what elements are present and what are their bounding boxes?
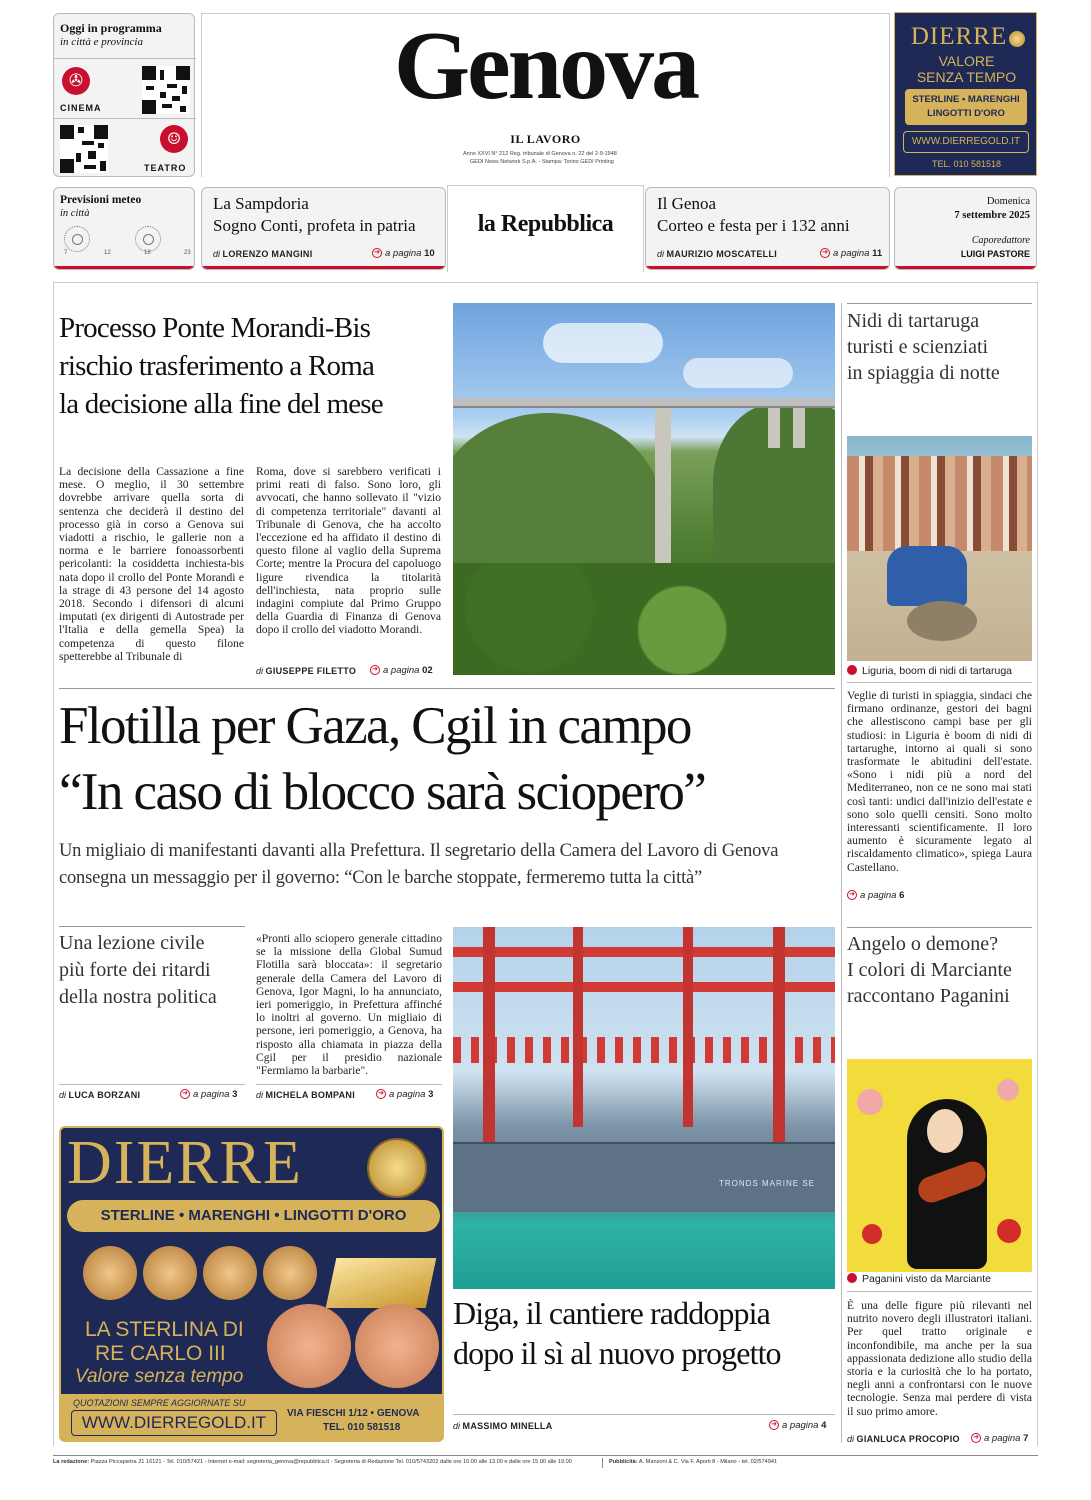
date-accent-bar xyxy=(895,266,1036,269)
footer-redazione: La redazione: Piazza Piccapietra 21 16121 - Tel. 010/57421 - Internet e-mail: segreteria_genova@repubblica.it - Segreteria di Redazione Tel. 010/5743202 dalle ore 10.00 alle 13.00 e dalle ore 15.00 alle 19.00 xyxy=(53,1459,572,1465)
tartaruga-headline-3: in spiaggia di notte xyxy=(847,362,1000,384)
arrow-right-icon: ➔ xyxy=(971,1433,981,1443)
meteo-title: Previsioni meteo xyxy=(60,194,142,206)
repubblica-logo: la Repubblica xyxy=(477,211,614,237)
bridge-photo xyxy=(453,303,835,675)
paganini-headline-1: Angelo o demone? xyxy=(847,933,999,955)
teatro-qr-code[interactable] xyxy=(60,125,108,173)
dierre-ad-line2: RE CARLO III xyxy=(95,1342,226,1365)
dierre-ad-line3: Valore senza tempo xyxy=(75,1366,244,1387)
sciopero-page-link[interactable]: ➔ a pagina 3 xyxy=(376,1089,433,1100)
flotilla-subhead-2: consegna un messaggio per il governo: “Con le barche stoppate, fermeremo tutta la città” xyxy=(59,868,703,888)
lezione-headline-3: della nostra politica xyxy=(59,986,217,1008)
meteo-hour: 7 xyxy=(64,250,68,256)
viaduct-pillar xyxy=(793,408,805,448)
paganini-caption-rule xyxy=(847,1291,1032,1292)
meteo-forecast xyxy=(62,226,192,262)
lezione-headline-2: più forte dei ritardi xyxy=(59,959,211,981)
gold-coin xyxy=(263,1246,317,1300)
programma-title: Oggi in programma xyxy=(60,21,162,35)
imprint-line-2: GEDI News Network S.p.A. - Stampa: Torino GEDI Printing xyxy=(470,159,614,165)
cinema-link[interactable] xyxy=(54,58,196,118)
dierre-ad-brand: DIERRE xyxy=(67,1129,303,1197)
cloud xyxy=(543,323,663,363)
tartaruga-article[interactable] xyxy=(847,303,1032,903)
lezione-byline-rule xyxy=(59,1084,245,1085)
arrow-right-icon: ➔ xyxy=(769,1420,779,1430)
date-full: 7 settembre 2025 xyxy=(954,210,1030,221)
gold-bars xyxy=(326,1258,437,1308)
meteo-subtitle: in città xyxy=(60,208,90,219)
ship-hull-text: TRONDS MARINE SE xyxy=(719,1179,816,1188)
paganini-top-rule xyxy=(847,927,1032,928)
paganini-headline-3: raccontano Paganini xyxy=(847,985,1010,1007)
header-ad-site[interactable]: WWW.DIERREGOLD.IT xyxy=(903,131,1029,153)
tartaruga-caption: Liguria, boom di nidi di tartaruga xyxy=(847,665,1012,677)
diga-byline: di MASSIMO MINELLA xyxy=(453,1421,553,1431)
dierre-ad[interactable] xyxy=(59,1126,444,1442)
column-divider xyxy=(841,303,842,1443)
footer-divider xyxy=(602,1458,603,1468)
diga-byline-rule xyxy=(453,1414,835,1415)
viaduct-pillar xyxy=(655,408,671,578)
dierre-ad-site[interactable]: WWW.DIERREGOLD.IT xyxy=(71,1410,277,1436)
arrow-right-icon: ➔ xyxy=(370,665,380,675)
flotilla-headline-2: “In caso di blocco sarà sciopero” xyxy=(59,763,706,821)
sampdoria-kicker: La Sampdoria xyxy=(213,194,309,213)
header-ad-line3: STERLINE • MARENGHI xyxy=(912,94,1020,105)
gold-coin xyxy=(83,1246,137,1300)
genoa-accent-bar xyxy=(646,266,889,269)
masthead-subtitle: IL LAVORO xyxy=(510,132,581,146)
header-ad-line1: VALORE xyxy=(938,53,995,69)
trees xyxy=(453,563,835,675)
devil xyxy=(997,1219,1021,1243)
imprint-line-1: Anno XXVI N° 212 Reg. tribunale di Genova n. 22 del 2-9-1948 xyxy=(463,151,617,157)
sand-hole xyxy=(907,601,977,641)
lezione-top-rule xyxy=(59,926,245,927)
genoa-title: Corteo e festa per i 132 anni xyxy=(657,216,850,235)
dierre-ad-line1: LA STERLINA DI xyxy=(85,1318,244,1341)
cherub xyxy=(857,1089,883,1115)
header-ad[interactable] xyxy=(894,12,1037,176)
lezione-article[interactable] xyxy=(59,930,245,1105)
dierre-ad-address: VIA FIESCHI 1/12 • GENOVA xyxy=(287,1408,420,1419)
lezione-page-link[interactable]: ➔ a pagina 3 xyxy=(180,1089,237,1100)
arrow-right-icon: ➔ xyxy=(376,1089,386,1099)
genoa-kicker: Il Genoa xyxy=(657,194,717,213)
sampdoria-title: Sogno Conti, profeta in patria xyxy=(213,216,416,235)
header-ad-tel: TEL. 010 581518 xyxy=(931,159,1002,169)
tartaruga-caption-rule xyxy=(847,682,1032,683)
arrow-right-icon: ➔ xyxy=(820,248,830,258)
meteo-hour: 23 xyxy=(184,250,191,256)
sampdoria-accent-bar xyxy=(202,266,445,269)
people-crowd xyxy=(847,456,1032,551)
footer-rule xyxy=(53,1455,1038,1456)
flotilla-article[interactable] xyxy=(59,692,835,902)
paganini-article[interactable] xyxy=(847,927,1032,1442)
sun-icon xyxy=(135,226,161,252)
viaduct-deck xyxy=(453,398,835,408)
masthead-title: Genova xyxy=(393,12,698,120)
sciopero-byline: di MICHELA BOMPANI xyxy=(256,1090,356,1100)
diga-headline-1: Diga, il cantiere raddoppia xyxy=(453,1295,770,1331)
genoa-byline: di MAURIZIO MOSCATELLI xyxy=(657,249,778,259)
turtle-nest-photo xyxy=(847,436,1032,661)
diga-article[interactable] xyxy=(453,1295,835,1440)
date-box xyxy=(894,187,1037,270)
genoa-teaser[interactable] xyxy=(645,187,890,270)
sampdoria-page-link[interactable]: ➔ a pagina 10 xyxy=(372,248,435,259)
tartaruga-headline-1: Nidi di tartaruga xyxy=(847,310,980,332)
tartaruga-top-rule xyxy=(847,303,1032,304)
cloud xyxy=(683,358,793,388)
sciopero-article[interactable] xyxy=(256,930,442,1105)
crane-tower xyxy=(573,927,583,1127)
paganini-page-link[interactable]: ➔ a pagina 7 xyxy=(971,1433,1028,1444)
person-kneeling xyxy=(887,546,967,606)
header-ad-line2: SENZA TEMPO xyxy=(916,69,1017,85)
tartaruga-headline-2: turisti e scienziati xyxy=(847,336,989,358)
meteo-hour: 12 xyxy=(104,250,111,256)
repubblica-logo-box xyxy=(447,185,644,272)
sampdoria-teaser[interactable] xyxy=(201,187,446,270)
camera-icon xyxy=(847,665,857,675)
morandi-headline-1: Processo Ponte Morandi-Bis xyxy=(59,312,371,344)
arrow-right-icon: ➔ xyxy=(847,890,857,900)
gold-coin-icon xyxy=(367,1138,427,1198)
paganini-illustration xyxy=(847,1059,1032,1272)
tartaruga-body: Veglie di turisti in spiaggia, sindaci che firmano ordinanze, gestori dei bagni che allestiscono campi base per gli studiosi: in Liguria è boom di nidi di tartarughe, intorno ai quali si sono trasformate le abitudini dell'estate. «Sono i nidi più a nord del Mediterraneo, non ce ne sono mai stati così tanti: undici dall'inizio dell'estate e sono solo quelli censiti. Sono molto interessanti scientificamente. Il loro aumento è sicuramente legato al riscaldamento climatico», spiega Laura Castellano. xyxy=(847,689,1032,874)
theatre-masks-icon: ☺ xyxy=(160,125,188,153)
king-coin xyxy=(267,1304,351,1388)
diga-page-link[interactable]: ➔ a pagina 4 xyxy=(769,1420,826,1431)
arrow-right-icon: ➔ xyxy=(372,248,382,258)
crane-tower xyxy=(483,927,495,1177)
meteo-box[interactable] xyxy=(53,187,195,270)
barge-hull xyxy=(453,1142,835,1212)
paganini-caption: Paganini visto da Marciante xyxy=(847,1273,991,1285)
editor-name: LUIGI PASTORE xyxy=(960,249,1030,259)
dam-construction-photo xyxy=(453,927,835,1289)
crane-tower xyxy=(683,927,693,1127)
sciopero-body: «Pronti allo sciopero generale cittadino se la missione della Global Sumud Flotilla sarà bloccata»: il segretario generale della Camera del Lavoro di Genova, Igor Magni, lo ha annunciato, ieri pomeriggio, in Prefettura affinché lo inoltri al governo. Un migliaio di persone, ieri pomeriggio, a Genova, ha risposto alla chiamata in piazza della Cgil per il presidio nazionale "Fermiamo la barbarie". xyxy=(256,932,442,1078)
dierre-ad-quot: QUOTAZIONI SEMPRE AGGIORNATE SU xyxy=(73,1398,246,1408)
dierre-ad-band: STERLINE • MARENGHI • LINGOTTI D'ORO xyxy=(100,1207,407,1224)
header-ad-brand: DIERRE xyxy=(910,23,1008,50)
date-day: Domenica xyxy=(986,196,1030,207)
gold-coin-icon xyxy=(1009,31,1025,47)
dierre-ad-tel: TEL. 010 581518 xyxy=(323,1422,401,1433)
gold-coin xyxy=(143,1246,197,1300)
programma-subtitle: in città e provincia xyxy=(60,36,143,48)
footer-pubblicita: Pubblicità: A. Manzoni & C. Via F. Aporti 8 - Milano - tel. 02/574941 xyxy=(609,1459,778,1465)
morandi-article[interactable] xyxy=(59,310,444,680)
gold-coin xyxy=(203,1246,257,1300)
king-coin xyxy=(355,1304,439,1388)
paganini-byline: di GIANLUCA PROCOPIO xyxy=(847,1434,960,1444)
violinist-face xyxy=(927,1109,963,1153)
genoa-page-link[interactable]: ➔ a pagina 11 xyxy=(820,248,882,259)
teatro-link[interactable] xyxy=(54,118,196,178)
viaduct-pillar xyxy=(768,408,780,448)
cherub xyxy=(997,1079,1019,1101)
paganini-body: È una delle figure più rilevanti nel nutrito novero degli illustratori italiani. Per quel tratto originale e inconfondibile, ma anche per la sua appassionata dedizione allo studio della storia e la curiosità che lo ha portato, negli anni a confrontarsi con le nuove tecnologie. Senza mai perdere di vista il suo primo amore. xyxy=(847,1299,1032,1418)
morandi-page-link[interactable]: ➔ a pagina 02 xyxy=(370,665,433,676)
sampdoria-byline: di LORENZO MANGINI xyxy=(213,249,313,259)
flotilla-subhead-1: Un migliaio di manifestanti davanti alla Prefettura. Il segretario della Camera del Lavoro di Genova xyxy=(59,841,779,861)
devil xyxy=(862,1224,882,1244)
flotilla-top-rule xyxy=(59,688,835,689)
tartaruga-page-link[interactable]: ➔ a pagina 6 xyxy=(847,890,904,901)
morandi-body-col2: Roma, dove si sarebbero verificati i primi reati di falso. Sono loro, gli avvocati, che hanno sollevato il "vizio di competenza territoriale" davanti al Tribunale di Genova, che ha accolto l'eccezione ed ha affidato il destino di questo filone al vaglio della Suprema Corte; mentre la Procura del capoluogo ligure rivendica la titolarità dell'inchiesta, nata proprio sulle indagini compiute dal Primo Gruppo della Guardia di Finanza di Genova dopo il crollo del viadotto Morandi. xyxy=(256,465,441,637)
teatro-label: TEATRO xyxy=(144,163,187,173)
meteo-hour: 18 xyxy=(144,250,151,256)
morandi-headline-2: rischio trasferimento a Roma xyxy=(59,350,375,382)
film-reel-icon: ✇ xyxy=(62,67,90,95)
editor-role: Caporedattore xyxy=(971,235,1030,246)
sun-icon xyxy=(64,226,90,252)
sciopero-byline-rule xyxy=(256,1084,442,1085)
programma-box xyxy=(53,13,195,177)
paganini-headline-2: I colori di Marciante xyxy=(847,959,1012,981)
meteo-accent-bar xyxy=(54,266,194,269)
header-ad-line4: LINGOTTI D'ORO xyxy=(927,108,1005,119)
lezione-byline: di LUCA BORZANI xyxy=(59,1090,141,1100)
arrow-right-icon: ➔ xyxy=(180,1089,190,1099)
flotilla-headline-1: Flotilla per Gaza, Cgil in campo xyxy=(59,697,691,755)
morandi-headline-3: la decisione alla fine del mese xyxy=(59,388,383,420)
lezione-headline-1: Una lezione civile xyxy=(59,932,205,954)
crane-tower xyxy=(773,927,785,1177)
morandi-body-col1: La decisione della Cassazione a fine mese. O meglio, il 30 settembre dovrebbe arrivare quella sorta di sentenza che deciderà il destino del processo già in corso a Genova sui viadotti a rischio, le gallerie non a norma e le barriere fonoassorbenti pericolanti: la cosiddetta inchiesta-bis nata dopo il crollo del Ponte Morandi e la strage di 43 persone del 14 agosto 2018. Secondo i difensori di alcuni imputati (ex dirigenti di Autostrade per l'Italia e della gemella Spea) la competenza di questo filone spetterebbe al Tribunale di xyxy=(59,465,244,663)
cinema-label: CINEMA xyxy=(60,103,102,113)
cinema-qr-code[interactable] xyxy=(142,66,190,114)
camera-icon xyxy=(847,1273,857,1283)
morandi-byline: di GIUSEPPE FILETTO xyxy=(256,666,357,676)
diga-headline-2: dopo il sì al nuovo progetto xyxy=(453,1335,781,1371)
